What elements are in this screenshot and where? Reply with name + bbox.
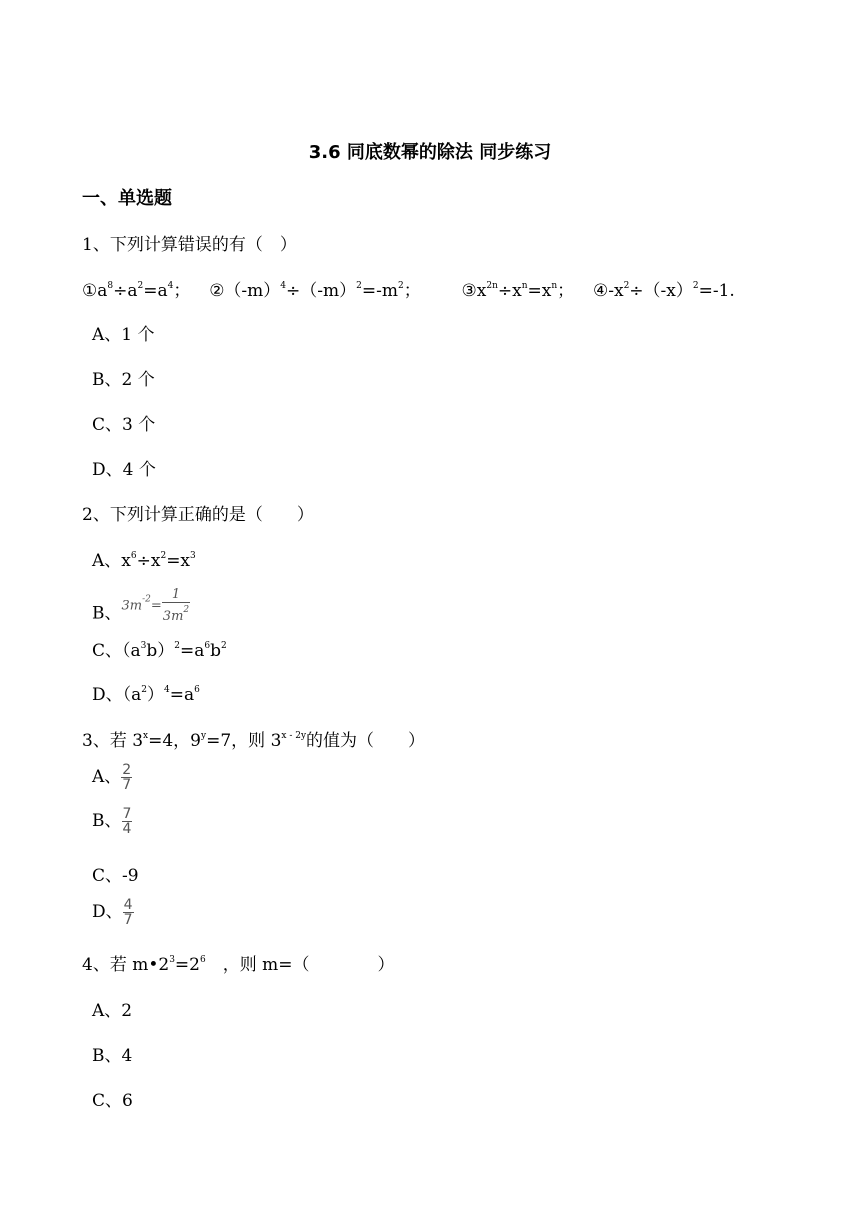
question-3-stem: 3、若 $3^x=4$，$9^y=7$，则 $3^{x - 2y}$的值为（ ） xyxy=(82,731,426,751)
statement-4: $④-x^2\div(-x)^2=-1$. xyxy=(592,281,735,301)
question-2-stem: 2、下列计算正确的是（ ） xyxy=(82,505,314,525)
statement-3: $③x^{2n}\div x^n=x^n$； xyxy=(461,281,575,301)
question-2-option-c: C、$(a^3b)^2=a^6b^2$ xyxy=(92,641,227,661)
question-3-option-d: D、 $\frac{4}{7}$ xyxy=(92,897,133,928)
question-1-option-c: C、3 个 xyxy=(92,415,156,435)
fraction: $\frac{2}{7}$ xyxy=(122,762,132,793)
page-title: 3.6 同底数幂的除法 同步练习 xyxy=(308,142,552,163)
fraction: $\frac{4}{7}$ xyxy=(123,897,133,928)
section-heading: 一、单选题 xyxy=(82,188,172,209)
question-2-option-b: B、$3m^{-2}=$ $\frac{1}{3m^2}$ xyxy=(92,587,190,624)
question-4-option-b: B、4 xyxy=(92,1046,133,1066)
question-1-option-d: D、4 个 xyxy=(92,460,156,480)
question-3-option-a: A、 $\frac{2}{7}$ xyxy=(92,762,132,793)
question-1-statements xyxy=(82,276,735,301)
formula-image: $3m^{-2}=$ $\frac{1}{3m^2}$ xyxy=(121,587,190,624)
question-2-option-a: A、$x^6\div x^2=x^3$ xyxy=(92,551,196,571)
question-4-option-c: C、6 xyxy=(92,1091,133,1111)
question-4-stem: 4、若 $m•2^3=2^6$ ，则 m=（ ） xyxy=(82,955,395,975)
question-3-option-b: B、 $\frac{7}{4}$ xyxy=(92,806,132,837)
question-2-option-d: D、$(a^2)^4=a^6$ xyxy=(92,685,200,705)
fraction: $\frac{7}{4}$ xyxy=(122,806,132,837)
question-1-option-b: B、2 个 xyxy=(92,370,155,390)
question-4-option-a: A、2 xyxy=(92,1001,133,1021)
statement-2: $②(-m)^4\div(-m)^2=-m^2$； xyxy=(209,281,421,301)
statement-1: $①a^8\div a^2=a^4$； xyxy=(82,281,191,301)
question-1-option-a: A、1 个 xyxy=(92,325,155,345)
question-1-stem: 1、下列计算错误的有（ ） xyxy=(82,235,297,255)
question-3-option-c: C、-9 xyxy=(92,866,139,886)
